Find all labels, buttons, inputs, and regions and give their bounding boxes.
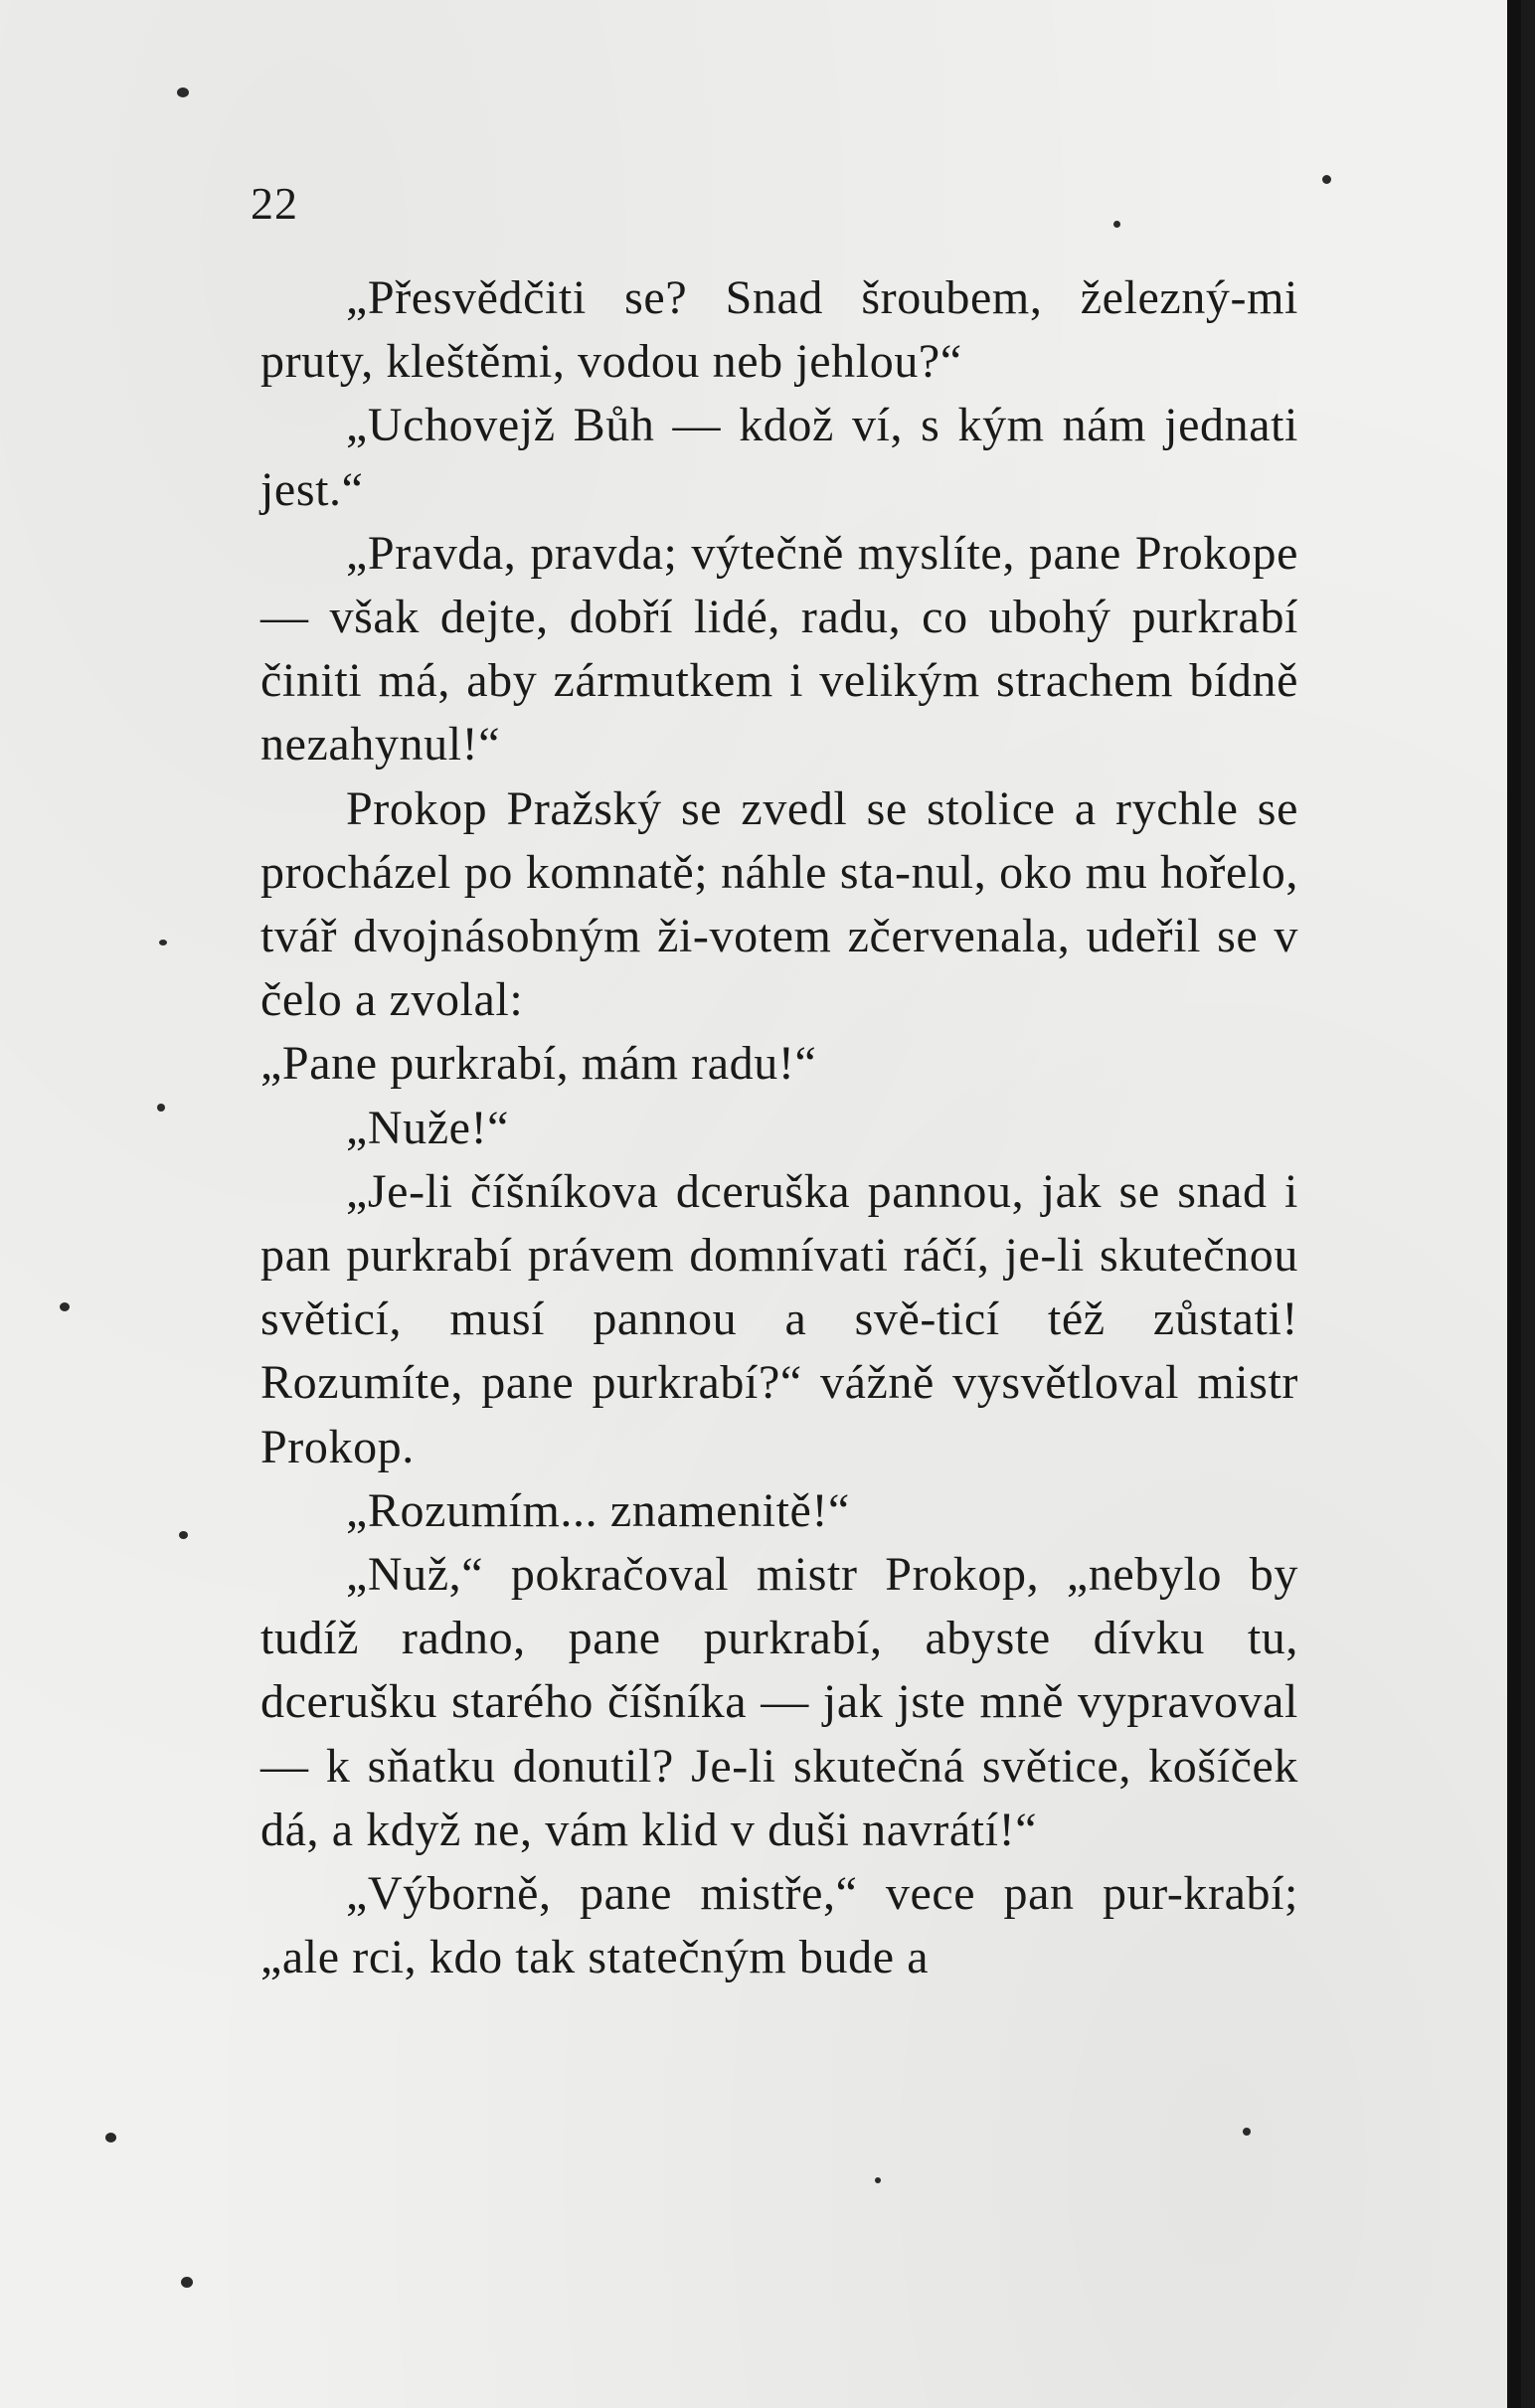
paragraph-9: „Nuž,“ pokračoval mistr Prokop, „nebylo by tudíž radno, pane purkrabí, abyste dívku tu, dcerušku starého číšníka — jak jste mně vypravoval — k sňatku donutil? Je-li skutečná světice, košíček dá, a když ne, vám klid v duši navrátí!“ [260, 1548, 1298, 1856]
paragraph-7: „Je-li číšníkova dceruška pannou, jak se snad i pan purkrabí právem domnívati ráčí, je-li skutečnou světicí, musí pannou a svě-ticí též zůstati! Rozumíte, pane purkrabí?“ vážně vysvětloval mistr Prokop. [260, 1164, 1298, 1473]
scan-speck [181, 2277, 193, 2288]
scan-speck [105, 2133, 116, 2143]
scan-speck [159, 940, 167, 946]
scan-speck [875, 2177, 881, 2183]
page-number: 22 [251, 178, 298, 229]
scan-speck [177, 87, 189, 97]
paragraph-6: „Nuže!“ [346, 1101, 510, 1154]
scan-speck [179, 1531, 188, 1539]
scan-speck [157, 1104, 165, 1112]
scan-speck [60, 1302, 70, 1311]
paragraph-3: „Pravda, pravda; výtečně myslíte, pane Prokope — však dejte, dobří lidé, radu, co ubohý purkrabí činiti má, aby zármutkem i velikým strachem bídně nezahynul!“ [260, 526, 1298, 772]
paragraph-1: „Přesvědčiti se? Snad šroubem, železný-mi pruty, kleštěmi, vodou neb jehlou?“ [260, 271, 1298, 389]
paragraph-8: „Rozumím... znamenitě!“ [346, 1483, 850, 1537]
body-text [260, 266, 1298, 1989]
paragraph-10: „Výborně, pane mistře,“ vece pan pur-krabí; „ale rci, kdo tak statečným bude a [260, 1867, 1298, 1984]
scan-speck [1322, 175, 1331, 184]
paragraph-2: „Uchovejž Bůh — kdož ví, s kým nám jednati jest.“ [260, 399, 1298, 516]
paragraph-4: Prokop Pražský se zvedl se stolice a rychle se procházel po komnatě; náhle sta-nul, oko mu hořelo, tvář dvojnásobným ži-votem zčervenala, udeřil se v čelo a zvolal: [260, 781, 1298, 1027]
scan-speck [1243, 2128, 1251, 2136]
page-edge [1507, 0, 1521, 2408]
scan-speck [1113, 221, 1120, 228]
paragraph-5: „Pane purkrabí, mám radu!“ [260, 1037, 817, 1091]
